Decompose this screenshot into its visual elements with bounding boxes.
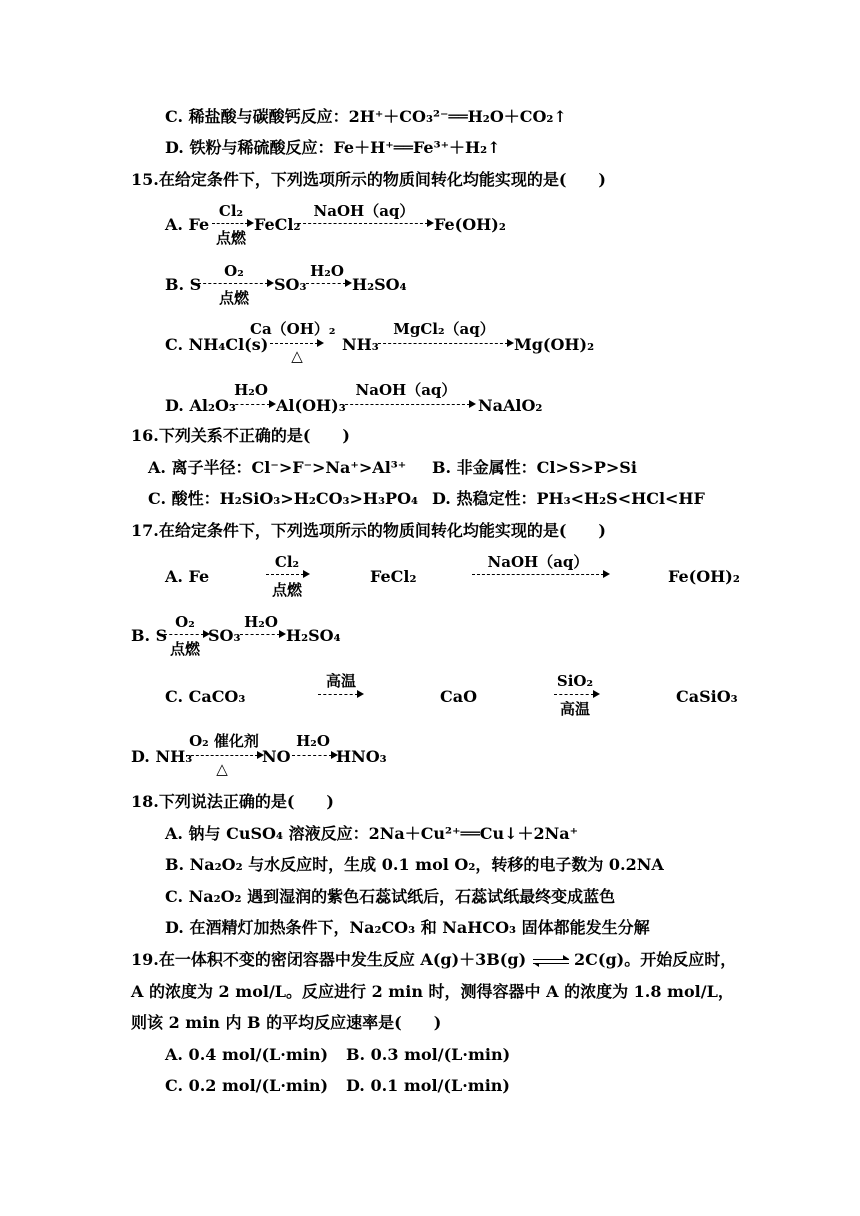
q15-a-reactant: A. Fe xyxy=(165,215,210,234)
q15-b-intermediate: SO₃ xyxy=(274,275,307,294)
q14-option-d: D. 铁粉与稀硫酸反应：Fe＋H⁺══Fe³⁺＋H₂↑ xyxy=(165,138,501,157)
q17-b-intermediate: SO₃ xyxy=(208,626,241,645)
q17-c-arrow1 xyxy=(318,694,358,695)
q17-a-condition1-top: Cl₂ xyxy=(274,553,300,571)
q15-a-condition1-top: Cl₂ xyxy=(218,202,244,220)
q18-option-c: C. Na₂O₂ 遇到湿润的紫色石蕊试纸后，石蕊试纸最终变成蓝色 xyxy=(165,887,616,906)
q17-stem: 17.在给定条件下，下列选项所示的物质间转化均能实现的是( ) xyxy=(131,521,606,540)
q17-c-condition1-top: 高温 xyxy=(325,672,356,690)
q15-d-arrow2 xyxy=(340,404,470,405)
q15-b-condition1-bottom: 点燃 xyxy=(218,289,249,307)
q17-c-condition2-bottom: 高温 xyxy=(559,700,590,718)
q15-c-reactant: C. NH₄Cl(s) xyxy=(165,335,269,354)
q16-option-a: A. 离子半径：Cl⁻>F⁻>Na⁺>Al³⁺ xyxy=(148,458,407,477)
q17-c-arrow2 xyxy=(554,694,594,695)
q19-option-a: A. 0.4 mol/(L·min) xyxy=(165,1045,329,1064)
q15-a-condition2-top: NaOH（aq） xyxy=(313,202,415,220)
q15-stem: 15.在给定条件下，下列选项所示的物质间转化均能实现的是( ) xyxy=(131,170,606,189)
q15-d-condition1-top: H₂O xyxy=(234,381,268,399)
q15-c-condition1-top: Ca（OH）₂ xyxy=(250,320,336,338)
q18-stem: 18.下列说法正确的是( ) xyxy=(131,792,334,811)
q15-d-reactant: D. Al₂O₃ xyxy=(165,396,236,415)
q17-b-product: H₂SO₄ xyxy=(286,626,341,645)
q15-a-intermediate: FeCl₂ xyxy=(254,215,301,234)
q17-d-product: HNO₃ xyxy=(336,747,387,766)
q17-d-arrow1 xyxy=(186,755,258,756)
q15-a-product: Fe(OH)₂ xyxy=(434,215,506,234)
q17-b-arrow1 xyxy=(164,634,204,635)
reversible-arrow-icon xyxy=(533,959,569,965)
q18-option-d: D. 在酒精灯加热条件下，Na₂CO₃ 和 NaHCO₃ 固体都能发生分解 xyxy=(165,918,650,937)
q15-b-arrow1 xyxy=(198,283,268,284)
q15-b-reactant: B. S xyxy=(165,275,202,294)
q16-option-c: C. 酸性：H₂SiO₃>H₂CO₃>H₃PO₄ xyxy=(148,489,419,508)
q15-d-intermediate: Al(OH)₃ xyxy=(276,396,346,415)
q15-d-product: NaAlO₂ xyxy=(478,396,543,415)
q17-a-arrow1 xyxy=(266,574,304,575)
q17-a-condition1-bottom: 点燃 xyxy=(271,581,302,599)
q14-option-c: C. 稀盐酸与碳酸钙反应：2H⁺＋CO₃²⁻══H₂O＋CO₂↑ xyxy=(165,107,567,126)
q17-b-condition2-top: H₂O xyxy=(244,613,278,631)
q15-c-condition2-top: MgCl₂（aq） xyxy=(393,320,495,338)
q17-a-condition2-top: NaOH（aq） xyxy=(487,553,589,571)
q15-c-product: Mg(OH)₂ xyxy=(514,335,595,354)
q19-line1-part1: 19.在一体积不变的密闭容器中发生反应 A(g)＋3B(g) xyxy=(131,950,527,969)
q19-option-b: B. 0.3 mol/(L·min) xyxy=(346,1045,511,1064)
q17-b-condition1-top: O₂ xyxy=(175,613,195,631)
q15-a-condition1-bottom: 点燃 xyxy=(215,229,246,247)
q17-d-condition1-bottom: △ xyxy=(216,760,228,778)
q16-stem: 16.下列关系不正确的是( ) xyxy=(131,426,350,445)
q19-option-d: D. 0.1 mol/(L·min) xyxy=(346,1076,510,1095)
q17-d-condition1-top: O₂ 催化剂 xyxy=(189,732,259,750)
q18-option-b: B. Na₂O₂ 与水反应时，生成 0.1 mol O₂，转移的电子数为 0.2NA xyxy=(165,855,664,874)
q15-b-arrow2 xyxy=(306,283,346,284)
q15-a-arrow2 xyxy=(298,223,428,224)
q15-a-arrow1 xyxy=(212,223,248,224)
q15-b-condition1-top: O₂ xyxy=(224,262,244,280)
q17-a-arrow2 xyxy=(472,574,604,575)
q15-c-condition1-bottom: △ xyxy=(291,347,303,365)
q17-d-reactant: D. NH₃ xyxy=(131,747,193,766)
q15-b-condition2-top: H₂O xyxy=(310,262,344,280)
q17-b-condition1-bottom: 点燃 xyxy=(169,640,200,658)
q17-d-condition2-top: H₂O xyxy=(296,732,330,750)
q17-c-product: CaSiO₃ xyxy=(676,687,738,706)
q19-line3: 则该 2 min 内 B 的平均反应速率是( ) xyxy=(131,1013,442,1032)
q17-b-reactant: B. S xyxy=(131,626,168,645)
q16-option-d: D. 热稳定性：PH₃<H₂S<HCl<HF xyxy=(432,489,705,508)
q17-b-arrow2 xyxy=(240,634,280,635)
q16-option-b: B. 非金属性：Cl>S>P>Si xyxy=(432,458,637,477)
q17-c-reactant: C. CaCO₃ xyxy=(165,687,246,706)
q17-c-intermediate: CaO xyxy=(440,687,478,706)
q15-d-arrow1 xyxy=(230,404,270,405)
q15-b-product: H₂SO₄ xyxy=(352,275,407,294)
q18-option-a: A. 钠与 CuSO₄ 溶液反应：2Na＋Cu²⁺══Cu↓＋2Na⁺ xyxy=(165,824,579,843)
q17-d-intermediate: NO xyxy=(262,747,291,766)
q17-a-intermediate: FeCl₂ xyxy=(370,567,417,586)
q15-c-arrow2 xyxy=(378,343,508,344)
q19-option-c: C. 0.2 mol/(L·min) xyxy=(165,1076,329,1095)
q17-c-condition2-top: SiO₂ xyxy=(556,672,594,690)
q17-a-reactant: A. Fe xyxy=(165,567,210,586)
q15-c-arrow1 xyxy=(270,343,318,344)
q19-line2: A 的浓度为 2 mol/L。反应进行 2 min 时，测得容器中 A 的浓度为 1.8 mol/L， xyxy=(131,982,734,1001)
q19-line1-part2: 2C(g)。开始反应时， xyxy=(574,950,737,969)
q15-c-intermediate: NH₃ xyxy=(342,335,379,354)
q17-d-arrow2 xyxy=(292,755,332,756)
q15-d-condition2-top: NaOH（aq） xyxy=(355,381,457,399)
q17-a-product: Fe(OH)₂ xyxy=(668,567,740,586)
